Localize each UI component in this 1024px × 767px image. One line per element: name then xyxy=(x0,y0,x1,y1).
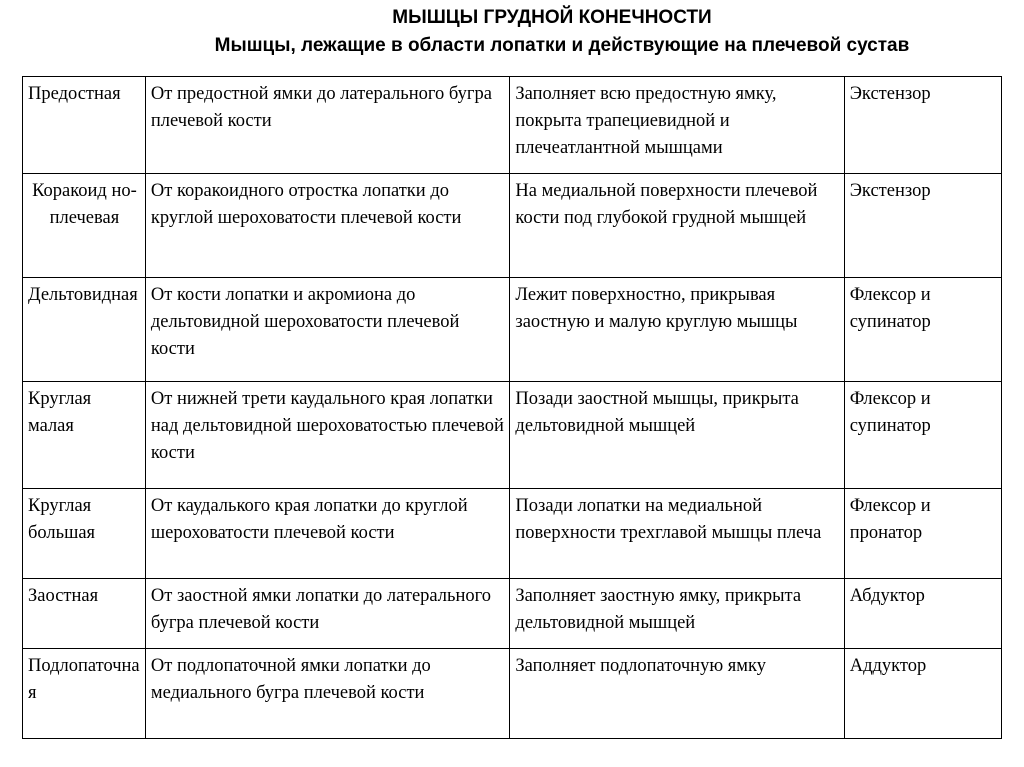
location-cell: Заполняет подлопаточную ямку xyxy=(510,649,844,739)
table-row xyxy=(23,174,1002,278)
origin-cell: От заостной ямки лопатки до латерального бугра плечевой кости xyxy=(145,579,510,649)
muscle-name-cell: Подлопаточная xyxy=(23,649,146,739)
origin-cell: От коракоидного отростка лопатки до круглой шероховатости плечевой кости xyxy=(145,174,510,278)
origin-cell: От предостной ямки до латерального бугра плечевой кости xyxy=(145,77,510,174)
table-row xyxy=(23,278,1002,382)
table-row xyxy=(23,489,1002,579)
location-cell: Заполняет заостную ямку, прикрыта дельтовидной мышцей xyxy=(510,579,844,649)
table-row xyxy=(23,77,1002,174)
function-cell: Флексор и супинатор xyxy=(844,382,1001,489)
table-row xyxy=(23,382,1002,489)
origin-cell: От кости лопатки и акромиона до дельтовидной шероховатости плечевой кости xyxy=(145,278,510,382)
function-cell: Аддуктор xyxy=(844,649,1001,739)
table-row xyxy=(23,579,1002,649)
location-cell: Позади заостной мышцы, прикрыта дельтовидной мышцей xyxy=(510,382,844,489)
muscle-name-cell: Заостная xyxy=(23,579,146,649)
function-cell: Абдуктор xyxy=(844,579,1001,649)
location-cell: Позади лопатки на медиальной поверхности трехглавой мышцы плеча xyxy=(510,489,844,579)
muscle-name-cell: Дельтовидная xyxy=(23,278,146,382)
function-cell: Экстензор xyxy=(844,77,1001,174)
location-cell: Лежит поверхностно, прикрывая заостную и малую круглую мышцы xyxy=(510,278,844,382)
muscle-name-cell: Коракоид но-плечевая xyxy=(23,174,146,278)
table-row xyxy=(23,649,1002,739)
origin-cell: От каудалького края лопатки до круглой шероховатости плечевой кости xyxy=(145,489,510,579)
origin-cell: От нижней трети каудального края лопатки над дельтовидной шероховатостью плечевой кости xyxy=(145,382,510,489)
muscles-table xyxy=(22,76,1002,739)
muscle-name-cell: Предостная xyxy=(23,77,146,174)
page-subtitle: Мышцы, лежащие в области лопатки и действующие на плечевой сустав xyxy=(214,35,910,56)
function-cell: Флексор и пронатор xyxy=(844,489,1001,579)
location-cell: Заполняет всю предостную ямку, покрыта трапециевидной и плечеатлантной мышцами xyxy=(510,77,844,174)
origin-cell: От подлопаточной ямки лопатки до медиального бугра плечевой кости xyxy=(145,649,510,739)
location-cell: На медиальной поверхности плечевой кости под глубокой грудной мышцей xyxy=(510,174,844,278)
function-cell: Флексор и супинатор xyxy=(844,278,1001,382)
function-cell: Экстензор xyxy=(844,174,1001,278)
muscle-name-cell: Круглая малая xyxy=(23,382,146,489)
page-title: МЫШЦЫ ГРУДНОЙ КОНЕЧНОСТИ xyxy=(392,7,712,28)
muscle-name-cell: Круглая большая xyxy=(23,489,146,579)
